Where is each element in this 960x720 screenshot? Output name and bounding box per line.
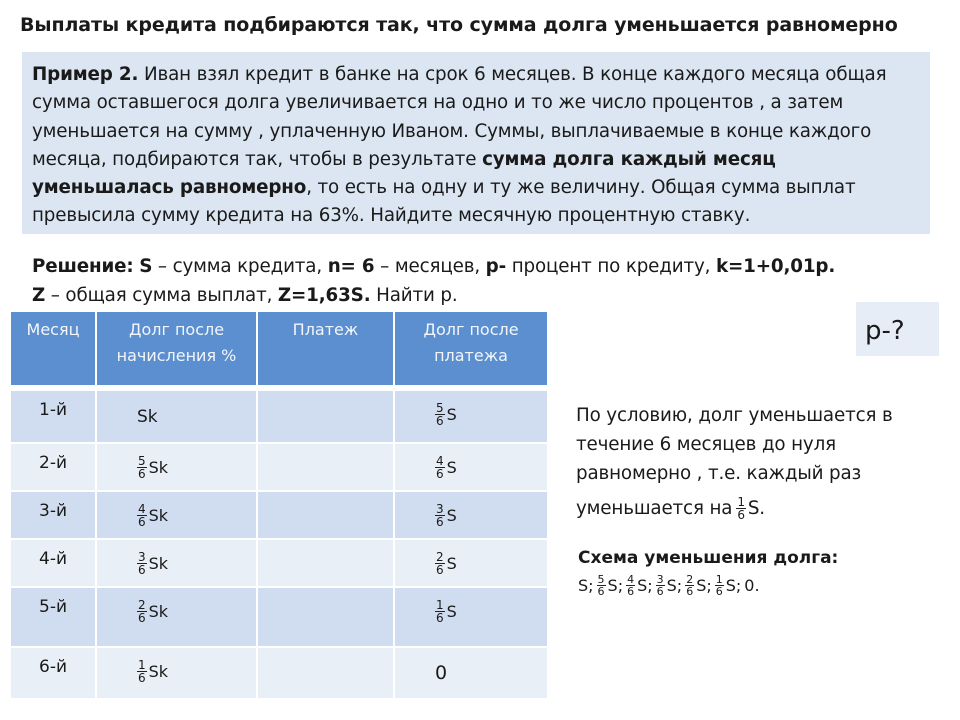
- n-description: – месяцев,: [374, 256, 486, 277]
- accrued-cell: [96, 539, 257, 587]
- scheme-sequence: [578, 574, 938, 597]
- table-row: [11, 539, 547, 587]
- p-description: процент по кредиту,: [506, 256, 716, 277]
- payment-cell: [257, 539, 394, 587]
- month-cell: 1-й: [11, 391, 96, 443]
- fraction-numerator: 1: [715, 573, 723, 586]
- fraction-numerator: 4: [436, 454, 444, 468]
- fraction-denominator: 6: [436, 414, 444, 428]
- after-payment-variable: S: [446, 506, 457, 525]
- table-row: [11, 587, 547, 647]
- accrued-cell: [96, 647, 257, 699]
- fraction-numerator: 3: [436, 502, 444, 516]
- fraction-denominator: 6: [138, 671, 146, 685]
- fraction-denominator: 6: [436, 563, 444, 577]
- fraction-numerator: 2: [686, 573, 694, 586]
- scheme-heading: Схема уменьшения долга:: [578, 548, 839, 568]
- solution-line-1: [32, 252, 932, 281]
- after-payment-variable: S: [446, 458, 457, 477]
- find-p-box: p-?: [856, 302, 939, 356]
- accrued-variable: Sk: [148, 458, 169, 477]
- z-description: – общая сумма выплат,: [45, 285, 278, 306]
- page-title: Выплаты кредита подбираются так, что сумма долга уменьшается равномерно: [20, 14, 898, 36]
- z-formula: Z=1,63S.: [277, 285, 371, 306]
- after-payment-variable: S: [446, 602, 457, 621]
- fraction-numerator: 4: [627, 573, 635, 586]
- sequence-item: S;: [637, 576, 653, 595]
- after-payment-variable: S: [446, 405, 457, 424]
- after-payment-cell: [394, 491, 547, 539]
- accrued-cell: [96, 391, 257, 443]
- fraction-numerator: 2: [436, 550, 444, 564]
- fraction-denominator: 6: [597, 585, 605, 598]
- header-after-payment: Долг после платежа: [394, 312, 547, 385]
- s-variable: S: [139, 256, 153, 277]
- accrued-value: Sk: [137, 407, 158, 427]
- payment-cell: [257, 443, 394, 491]
- example-label: Пример 2.: [32, 64, 139, 85]
- debt-table: [11, 312, 547, 700]
- fraction-denominator: 6: [138, 515, 146, 529]
- fraction-numerator: 1: [138, 658, 146, 672]
- p-variable: p-: [485, 256, 507, 277]
- month-cell: 5-й: [11, 587, 96, 647]
- fraction-numerator: 1: [737, 495, 745, 509]
- after-payment-cell: [394, 539, 547, 587]
- sequence-item: S;: [696, 576, 712, 595]
- condition-line-2: [576, 494, 936, 523]
- payment-cell: [257, 391, 394, 443]
- s-description: – сумма кредита,: [152, 256, 328, 277]
- payment-cell: [257, 587, 394, 647]
- fraction-denominator: 6: [138, 611, 146, 625]
- month-cell: 3-й: [11, 491, 96, 539]
- fraction-numerator: 2: [138, 598, 146, 612]
- fraction-numerator: 3: [138, 550, 146, 564]
- fraction-numerator: 5: [597, 573, 605, 586]
- month-cell: 4-й: [11, 539, 96, 587]
- n-variable: n= 6: [327, 256, 375, 277]
- solution-label: Решение:: [32, 256, 134, 277]
- z-variable: Z: [32, 285, 46, 306]
- table-row: [11, 647, 547, 699]
- fraction-numerator: 4: [138, 502, 146, 516]
- payment-cell: [257, 647, 394, 699]
- sequence-item: S;: [725, 576, 742, 595]
- fraction-denominator: 6: [138, 563, 146, 577]
- after-payment-cell: [394, 587, 547, 647]
- condition-line-1: По условию, долг уменьшается в течение 6 месяцев до нуля равномерно , т.е. каждый раз: [576, 405, 893, 484]
- after-payment-cell: [394, 443, 547, 491]
- fraction-numerator: 5: [138, 454, 146, 468]
- fraction-denominator: 6: [656, 585, 664, 598]
- header-month: Месяц: [11, 312, 96, 385]
- after-payment-cell: [394, 391, 547, 443]
- after-payment-cell: 0: [394, 647, 547, 699]
- fraction-denominator: 6: [737, 508, 745, 522]
- table-row: [11, 391, 547, 443]
- example-text-before: Иван взял кредит в банке на срок 6 месяцев. В конце каждого месяца общая сумма оставшегося долга увеличивается на одно и то же число процентов , а затем уменьшается на сумму , уплаченную Иваном. Суммы, выплачиваемые в конце каждого месяца, подбираются так, чтобы в результате: [32, 64, 887, 170]
- accrued-cell: [96, 443, 257, 491]
- accrued-cell: [96, 491, 257, 539]
- header-accrued: Долг после начисления %: [96, 312, 257, 385]
- k-formula: k=1+0,01p.: [716, 256, 836, 277]
- fraction-denominator: 6: [138, 467, 146, 481]
- condition-text: [576, 401, 936, 523]
- after-payment-variable: S: [446, 554, 457, 573]
- payment-cell: [257, 491, 394, 539]
- fraction-numerator: 1: [436, 598, 444, 612]
- table-header-row: [11, 312, 547, 385]
- fraction-denominator: 6: [686, 585, 694, 598]
- condition-suffix: S.: [747, 498, 765, 519]
- month-cell: 6-й: [11, 647, 96, 699]
- debt-scheme: [578, 548, 938, 597]
- fraction-numerator: 5: [436, 401, 444, 415]
- month-cell: 2-й: [11, 443, 96, 491]
- accrued-variable: Sk: [148, 506, 169, 525]
- accrued-variable: Sk: [148, 662, 169, 681]
- fraction-denominator: 6: [715, 585, 723, 598]
- solution-block: [32, 252, 932, 310]
- accrued-variable: Sk: [148, 554, 169, 573]
- example-bold-text: сумма долга каждый месяц уменьшалась равномерно: [32, 148, 776, 199]
- sequence-start: S;: [578, 576, 594, 595]
- sequence-item: S;: [666, 576, 683, 595]
- fraction-denominator: 6: [436, 467, 444, 481]
- sequence-item: S;: [607, 576, 624, 595]
- accrued-variable: Sk: [148, 602, 169, 621]
- find-text: Найти p.: [370, 285, 458, 306]
- sequence-end: 0.: [744, 576, 760, 595]
- solution-line-2: [32, 281, 932, 310]
- condition-prefix: уменьшается на: [576, 498, 733, 519]
- fraction-denominator: 6: [436, 611, 444, 625]
- fraction-numerator: 3: [656, 573, 664, 586]
- table-row: [11, 443, 547, 491]
- fraction-denominator: 6: [436, 515, 444, 529]
- example-text-after: , то есть на одну и ту же величину. Общая сумма выплат превысила сумму кредита на 63%. Найдите месячную процентную ставку.: [32, 177, 856, 227]
- example-box: [22, 52, 930, 234]
- fraction-denominator: 6: [627, 585, 635, 598]
- accrued-cell: [96, 587, 257, 647]
- table-row: [11, 491, 547, 539]
- header-payment: Платеж: [257, 312, 394, 385]
